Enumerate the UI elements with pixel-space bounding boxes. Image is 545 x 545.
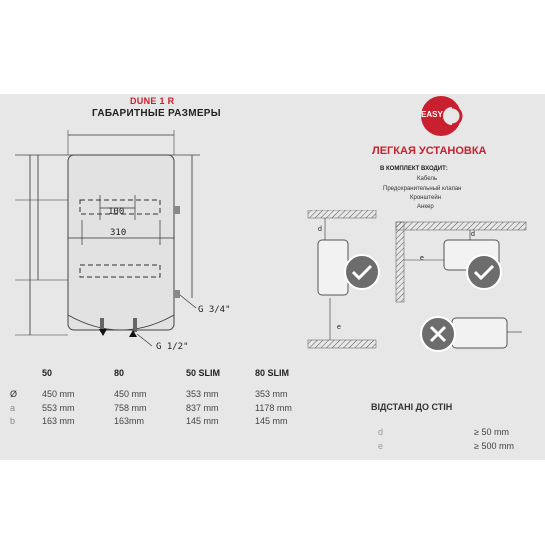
model-name: DUNE 1 R xyxy=(130,96,175,106)
easy-install-title: ЛЕГКАЯ УСТАНОВКА xyxy=(372,145,487,157)
distances-title: ВІДСТАНІ ДО СТІН xyxy=(371,402,453,412)
kit-item: Анкер xyxy=(417,204,434,210)
distance-value: ≥ 500 mm xyxy=(474,441,514,451)
install-label-d: d xyxy=(471,231,475,238)
distance-label: d xyxy=(378,427,384,437)
table-column-header: 50 SLIM xyxy=(186,368,221,378)
table-column-header: 50 xyxy=(42,368,53,378)
kit-item: Кабель xyxy=(417,176,437,182)
table-row-label: a xyxy=(10,403,16,413)
kit-heading: В КОМПЛЕКТ ВХОДИТ: xyxy=(380,166,448,172)
check-badge-icon xyxy=(345,255,379,289)
easy-logo-text: EASY xyxy=(421,110,443,119)
dimension-100: 100 xyxy=(108,207,125,217)
install-label-e: e xyxy=(337,324,341,331)
table-cell: 163 mm xyxy=(42,416,75,426)
table-cell: 837 mm xyxy=(186,403,219,413)
table-cell: 1178 mm xyxy=(255,403,292,413)
heater-drawing xyxy=(0,120,250,370)
distance-value: ≥ 50 mm xyxy=(474,427,509,437)
dimension-310: 310 xyxy=(110,228,127,238)
table-row-label: Ø xyxy=(10,389,18,399)
table-cell: 353 mm xyxy=(255,389,288,399)
heater-body-outline xyxy=(68,155,174,330)
table-cell: 450 mm xyxy=(114,389,147,399)
table-cell: 450 mm xyxy=(42,389,75,399)
kit-item: Кронштейн xyxy=(410,195,441,201)
distance-label: e xyxy=(378,441,384,451)
install-label-e: e xyxy=(420,255,424,262)
table-cell: 145 mm xyxy=(255,416,288,426)
kit-item: Предохранительный клапан xyxy=(383,186,462,192)
table-column-header: 80 SLIM xyxy=(255,368,290,378)
table-column-header: 80 xyxy=(114,368,125,378)
installation-diagrams xyxy=(300,210,545,370)
dimensions-heading: ГАБАРИТНЫЕ РАЗМЕРЫ xyxy=(92,108,221,119)
install-label-d: d xyxy=(318,226,322,233)
table-cell: 553 mm xyxy=(42,403,75,413)
table-cell: 163mm xyxy=(114,416,145,426)
table-cell: 353 mm xyxy=(186,389,219,399)
table-cell: 145 mm xyxy=(186,416,219,426)
pipe-label-upper: G 3/4" xyxy=(198,305,231,315)
table-cell: 758 mm xyxy=(114,403,147,413)
table-row-label: b xyxy=(10,416,16,426)
pipe-label-lower: G 1/2" xyxy=(156,342,189,352)
check-badge-icon xyxy=(467,255,501,289)
